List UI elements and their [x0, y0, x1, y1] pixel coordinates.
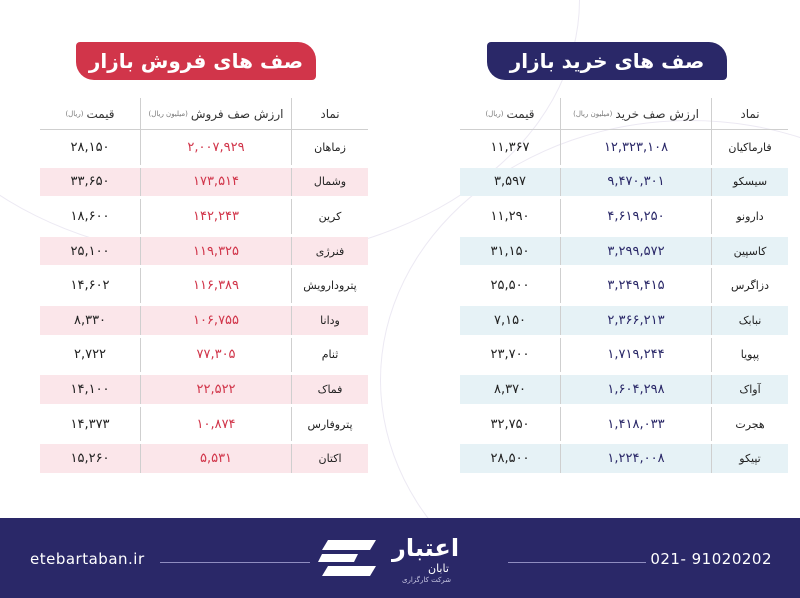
- table-row: [460, 234, 788, 269]
- table-row: [40, 338, 368, 373]
- table-row: [460, 199, 788, 234]
- price-cell: ۱۴,۶۰۲: [70, 278, 110, 294]
- logo-mark-icon: [318, 536, 380, 580]
- table-row: [460, 338, 788, 373]
- symbol-cell: زماهان: [314, 140, 346, 154]
- header-value-label: ارزش صف خرید: [615, 107, 699, 121]
- table-row: [40, 372, 368, 407]
- value-cell: ۲,۳۶۶,۲۱۳: [560, 306, 712, 335]
- header-price: [460, 98, 560, 130]
- header-value: [140, 98, 292, 130]
- value-cell: ۱,۷۱۹,۲۴۴: [560, 338, 712, 373]
- price-cell: ۲۸,۱۵۰: [70, 139, 110, 155]
- footer-divider: [160, 562, 310, 563]
- price-cell: ۲۵,۵۰۰: [490, 278, 530, 294]
- header-symbol: نماد: [740, 107, 760, 121]
- symbol-cell: پترودارویش: [303, 279, 357, 293]
- header-price-label: قیمت: [86, 107, 115, 121]
- footer: [0, 518, 800, 598]
- price-cell: ۱۴,۱۰۰: [40, 375, 140, 404]
- value-cell: ۱۰,۸۷۴: [140, 407, 292, 442]
- value-cell: ۹,۴۷۰,۳۰۱: [560, 168, 712, 197]
- price-cell: ۲۵,۱۰۰: [40, 237, 140, 266]
- header-value-unit: (میلیون ریال): [148, 110, 188, 118]
- brand-name: اعتبار: [392, 534, 460, 562]
- header-symbol: نماد: [320, 107, 340, 121]
- value-cell: ۱۴۲,۲۴۳: [140, 199, 292, 234]
- symbol-cell: فارماکیان: [728, 140, 772, 154]
- website-link[interactable]: etebartaban.ir: [30, 550, 145, 568]
- table-row: [40, 407, 368, 442]
- sell-queue-table: [40, 98, 368, 476]
- table-row: [40, 199, 368, 234]
- footer-divider: [508, 562, 646, 563]
- table-header: [40, 98, 368, 130]
- value-cell: ۱۰۶,۷۵۵: [140, 306, 292, 335]
- table-row: [460, 268, 788, 303]
- table-row: [40, 268, 368, 303]
- value-cell: ۲,۰۰۷,۹۲۹: [140, 130, 292, 165]
- buy-queue-table: [460, 98, 788, 476]
- price-cell: ۲,۷۲۲: [73, 347, 107, 363]
- price-cell: ۷,۱۵۰: [460, 306, 560, 335]
- table-row: [40, 441, 368, 476]
- value-cell: ۱,۲۲۴,۰۰۸: [560, 444, 712, 473]
- brand-logo: [318, 532, 498, 588]
- price-cell: ۸,۳۷۰: [460, 375, 560, 404]
- price-cell: ۱۵,۲۶۰: [40, 444, 140, 473]
- symbol-cell: دارونو: [736, 209, 764, 223]
- value-cell: ۱۲,۳۲۳,۱۰۸: [560, 130, 712, 165]
- symbol-cell: وشمال: [292, 168, 368, 197]
- symbol-cell: ودانا: [292, 306, 368, 335]
- header-value-label: ارزش صف فروش: [190, 107, 284, 121]
- symbol-cell: نبابک: [712, 306, 788, 335]
- table-header: [460, 98, 788, 130]
- table-row: [460, 441, 788, 476]
- price-cell: ۳۱,۱۵۰: [460, 237, 560, 266]
- buy-queue-title: صف های خرید بازار: [487, 42, 727, 80]
- symbol-cell: فنرژی: [292, 237, 368, 266]
- table-row: [40, 130, 368, 165]
- value-cell: ۱۱۹,۳۲۵: [140, 237, 292, 266]
- value-cell: ۳,۲۴۹,۴۱۵: [560, 268, 712, 303]
- price-cell: ۳۲,۷۵۰: [490, 416, 530, 432]
- header-price-unit: (ریال): [485, 110, 504, 118]
- header-price: [40, 98, 140, 130]
- symbol-cell: ثنام: [321, 348, 339, 362]
- table-row: [460, 130, 788, 165]
- price-cell: ۳,۵۹۷: [460, 168, 560, 197]
- symbol-cell: آواک: [712, 375, 788, 404]
- value-cell: ۳,۲۹۹,۵۷۲: [560, 237, 712, 266]
- price-cell: ۲۳,۷۰۰: [490, 347, 530, 363]
- value-cell: ۲۲,۵۲۲: [140, 375, 292, 404]
- symbol-cell: اکتان: [292, 444, 368, 473]
- value-cell: ۴,۶۱۹,۲۵۰: [560, 199, 712, 234]
- price-cell: ۱۸,۶۰۰: [70, 208, 110, 224]
- value-cell: ۱۷۳,۵۱۴: [140, 168, 292, 197]
- symbol-cell: سیسکو: [712, 168, 788, 197]
- brand-tagline: شرکت کارگزاری: [402, 576, 452, 584]
- price-cell: ۲۸,۵۰۰: [460, 444, 560, 473]
- brand-subname: تابان: [428, 562, 449, 575]
- symbol-cell: فماک: [292, 375, 368, 404]
- symbol-cell: پپویا: [740, 348, 760, 362]
- symbol-cell: کاسپین: [712, 237, 788, 266]
- table-row: [40, 234, 368, 269]
- value-cell: ۵,۵۳۱: [140, 444, 292, 473]
- table-row: [40, 303, 368, 338]
- header-value-unit: (میلیون ریال): [573, 110, 613, 118]
- table-row: [40, 165, 368, 200]
- header-price-unit: (ریال): [65, 110, 84, 118]
- table-row: [460, 165, 788, 200]
- symbol-cell: تپیکو: [712, 444, 788, 473]
- value-cell: ۱,۶۰۴,۲۹۸: [560, 375, 712, 404]
- sell-queue-title: صف های فروش بازار: [76, 42, 316, 80]
- price-cell: ۳۳,۶۵۰: [40, 168, 140, 197]
- header-value: [560, 98, 712, 130]
- value-cell: ۱۱۶,۳۸۹: [140, 268, 292, 303]
- symbol-cell: پتروفارس: [307, 417, 353, 431]
- value-cell: ۷۷,۳۰۵: [140, 338, 292, 373]
- price-cell: ۱۱,۲۹۰: [490, 208, 530, 224]
- price-cell: ۸,۳۳۰: [40, 306, 140, 335]
- value-cell: ۱,۴۱۸,۰۳۳: [560, 407, 712, 442]
- price-cell: ۱۴,۳۷۳: [70, 416, 110, 432]
- table-row: [460, 372, 788, 407]
- symbol-cell: دزاگرس: [731, 279, 770, 293]
- symbol-cell: کرین: [318, 209, 342, 223]
- table-row: [460, 407, 788, 442]
- header-price-label: قیمت: [506, 107, 535, 121]
- table-row: [460, 303, 788, 338]
- symbol-cell: هجرت: [735, 417, 765, 431]
- phone-number[interactable]: 021- 91020202: [650, 550, 772, 568]
- price-cell: ۱۱,۳۶۷: [490, 139, 530, 155]
